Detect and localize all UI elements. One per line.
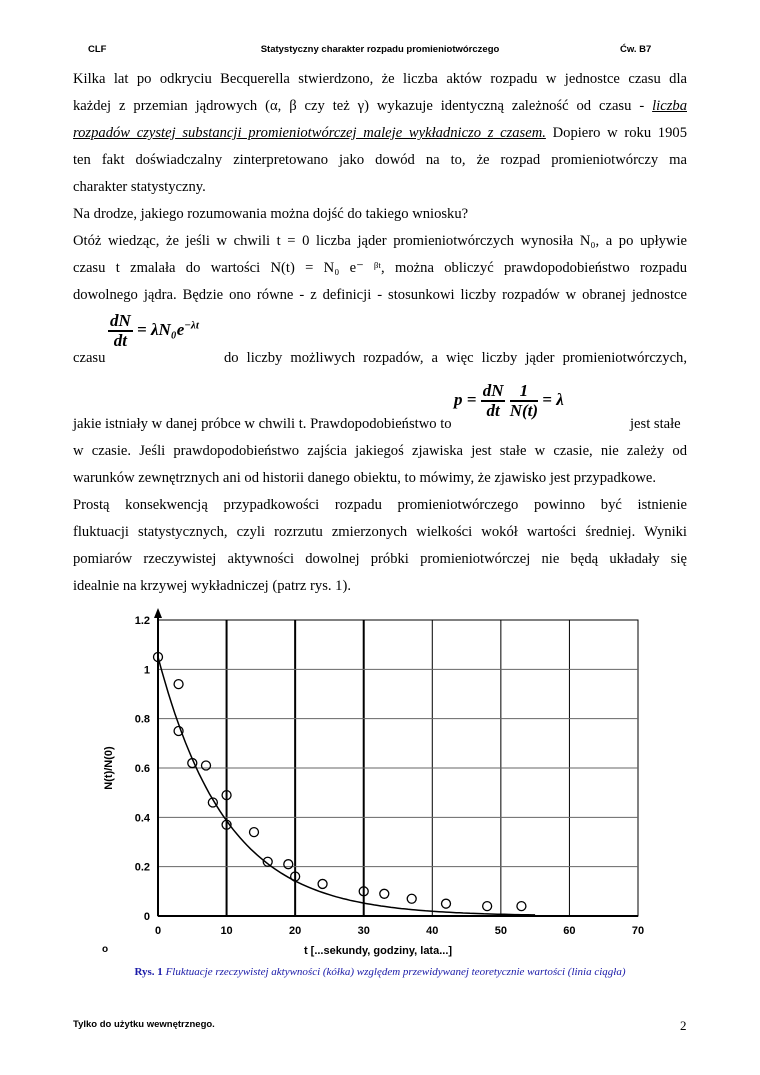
body-text-2 — [73, 438, 687, 600]
data-point — [380, 889, 389, 898]
text-line: Prostą konsekwencją przypadkowości rozpadu promieniotwórczego powinno być istnienie — [73, 497, 687, 513]
fraction-den: dt — [486, 401, 500, 420]
text-line: w czasie. Jeśli prawdopodobieństwo zajścia jakiegoś zjawiska jest stałe w czasie, nie zależy od — [73, 443, 687, 459]
y-tick-label: 1.2 — [134, 615, 150, 627]
footer-text: Tylko do użytku wewnętrznego. — [73, 1019, 215, 1030]
data-point — [202, 761, 211, 770]
text-span: każdej z przemian jądrowych (α, β czy też γ) wykazuje identyczną zależność od czasu - — [73, 98, 653, 114]
fraction — [510, 382, 538, 420]
fraction — [108, 312, 133, 350]
x-tick-label: 70 — [631, 925, 645, 937]
data-point — [250, 828, 259, 837]
text-line — [73, 93, 687, 120]
data-point — [442, 899, 451, 908]
formula-lhs: p = — [454, 389, 477, 409]
header-right: Ćw. B7 — [620, 44, 652, 55]
text-span: jakie istniały w danej próbce w chwili t. Prawdopodobieństwo to — [73, 416, 452, 432]
formula-exp: −λt — [184, 319, 199, 332]
header-title: Statystyczny charakter rozpadu promieniotwórczego — [260, 44, 500, 55]
data-point — [284, 860, 293, 869]
y-tick-label: 0.8 — [134, 713, 150, 726]
caption-label: Rys. 1 — [134, 966, 163, 978]
y-tick-label: 0.6 — [134, 763, 150, 775]
x-tick-label: 30 — [357, 925, 370, 937]
emphasis-text: rozpadów czystej substancji promieniotwórczej maleje wykładniczo z czasem. — [73, 125, 546, 141]
formula-probability — [454, 382, 564, 420]
caption-text: Fluktuacje rzeczywistej aktywności (kółka) względem przewidywanej teoretycznie wartości (linia ciągła) — [162, 966, 626, 978]
text-line: czasu t zmalała do wartości N(t) = N₀ e⁻ ᵝᵗ, można obliczyć prawdopodobieństwo rozpadu — [73, 260, 687, 276]
page-number: 2 — [680, 1018, 687, 1033]
text-line: Kilka lat po odkryciu Becquerella stwierdzono, że liczba aktów rozpadu w jednostce czasu dla — [73, 71, 687, 87]
y-tick-label: 0 — [143, 911, 150, 923]
text-line: warunków zewnętrznych ani od historii danego obiektu, to mówimy, że zjawisko jest przypadkowe. — [73, 470, 657, 486]
formula-dndt — [108, 312, 199, 350]
y-tick-label: 0.2 — [134, 861, 150, 874]
data-point — [517, 902, 526, 911]
text-line — [630, 411, 690, 438]
decay-chart — [0, 600, 760, 965]
emphasis-text: liczba — [652, 98, 687, 114]
fraction-den: N(t) — [509, 401, 539, 420]
x-tick-label: 20 — [289, 925, 302, 937]
text-line: idealnie na krzywej wykładniczej (patrz rys. 1). — [73, 578, 351, 594]
fraction-den: dt — [113, 331, 127, 350]
text-line — [73, 411, 687, 438]
data-point — [407, 894, 416, 903]
data-point — [483, 902, 492, 911]
formula-rhs: = λN₀e — [137, 319, 185, 339]
body-text — [73, 66, 687, 309]
text-span: Dopiero w roku 1905 — [545, 125, 687, 141]
x-tick-label: 0 — [154, 925, 162, 937]
legend-marker: o — [101, 944, 109, 955]
text-line — [224, 345, 687, 372]
figure-caption — [0, 966, 760, 978]
text-line: do liczby możliwych rozpadów, a więc liczby jąder promieniotwórczych, — [224, 350, 687, 366]
text-span: jest stałe — [630, 416, 681, 432]
text-line: dowolnego jądra. Będzie ono równe - z definicji - stosunkowi liczby rozpadów w obranej jednostce — [73, 287, 687, 303]
fraction — [481, 382, 506, 420]
text-line: charakter statystyczny. — [73, 179, 206, 195]
text-line: fluktuacji statystycznych, czyli rozrzutu zmierzonych wielkości wokół wartości średniej. Wyniki — [73, 524, 687, 540]
formula-rhs: = λ — [542, 389, 564, 409]
data-point — [174, 680, 183, 689]
fraction-num: 1 — [510, 382, 538, 402]
text-line: Na drodze, jakiego rozumowania można dojść do takiego wniosku? — [73, 206, 469, 222]
text-span: czasu — [73, 350, 106, 366]
x-tick-label: 60 — [563, 925, 576, 937]
x-tick-label: 50 — [494, 925, 507, 937]
text-line — [73, 120, 687, 147]
text-line: pomiarów rzeczywistej aktywności dowolnej próbki promieniotwórczej nie będą układały się — [73, 551, 687, 567]
x-tick-label: 10 — [220, 925, 233, 937]
text-line: ten fakt doświadczalny zinterpretowano jako dowód na to, że rozpad promieniotwórczy ma — [73, 152, 687, 168]
y-axis-arrow — [154, 608, 162, 618]
y-axis-label: N(t)/N(0) — [103, 746, 115, 790]
fraction-num: dN — [482, 381, 504, 400]
theoretical-curve — [158, 657, 535, 915]
header-left: CLF — [88, 44, 107, 55]
text-line: Otóż wiedząc, że jeśli w chwili t = 0 liczba jąder promieniotwórczych wynosiła N₀, a po upływie — [73, 233, 687, 249]
x-tick-label: 40 — [426, 925, 439, 937]
fraction-num: dN — [110, 311, 131, 330]
data-point — [318, 879, 327, 888]
y-tick-label: 1 — [143, 664, 150, 677]
x-axis-label: t [...sekundy, godziny, lata...] — [303, 945, 453, 957]
y-tick-label: 0.4 — [134, 812, 150, 825]
